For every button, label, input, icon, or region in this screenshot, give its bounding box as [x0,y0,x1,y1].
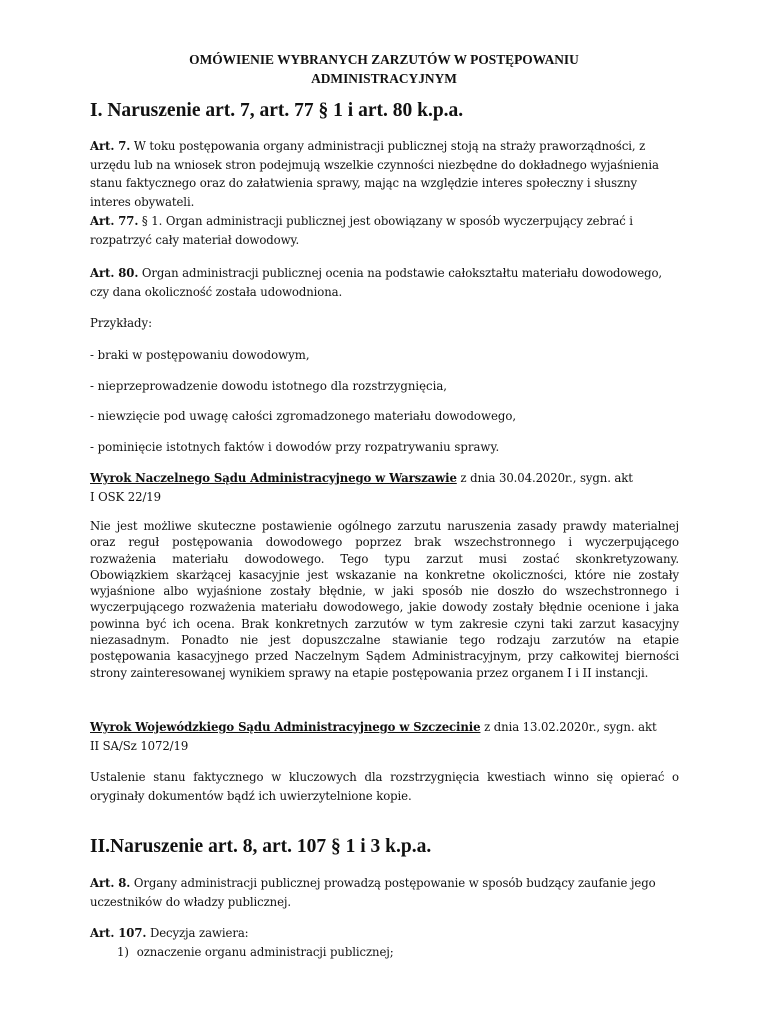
ruling-2-citation [90,718,680,755]
ruling-1-line: oraz reguł postępowania dowodowego poprzez brak wszechstronnego i wyczerpującego [90,535,679,550]
art-80-paragraph [90,264,680,301]
art-107-label: Art. 107. [90,926,147,940]
art-7-line: stanu faktycznego oraz do załatwienia sprawy, mając na względzie interes społeczny i słuszny [90,176,638,191]
art-7-line: urzędu lub na wniosek stron podejmują wszelkie czynności niezbędne do dokładnego wyjaśnienia [90,157,659,172]
art-7-paragraph [90,137,680,211]
ruling-2-line: oryginały dokumentów bądź ich uwierzytelnione kopie. [90,788,412,803]
art-8-label: Art. 8. [90,876,131,890]
art-80-line: czy dana okoliczność została udowodniona. [90,284,343,299]
ruling-1-line: Obowiązkiem skarżącej kasacyjnie jest wskazanie na konkretne okoliczności, które nie zostały [90,567,679,582]
document-title [80,50,688,88]
ruling-1-line: wyjaśnione albo wyjaśnione zostały błędnie, w jaki sposób nie doszło do wszechstronnego i [90,584,679,599]
ruling-1-line: strony zainteresowanej wynikiem sprawy na etapie postępowania przez organem I i II instancji. [90,665,649,680]
art-107-intro: Decyzja zawiera: [146,926,249,940]
art-8-line: Organy administracji publicznej prowadzą postępowanie w sposób budzący zaufanie jego [130,876,656,890]
example-item: - braki w postępowaniu dowodowym, [90,348,310,362]
art-107-item-number: 1) [117,944,129,959]
art-77-paragraph [90,212,680,249]
art-8-line: uczestników do władzy publicznej. [90,894,292,909]
title-line-1: OMÓWIENIE WYBRANYCH ZARZUTÓW W POSTĘPOWANIU [189,52,579,67]
ruling-1-text [90,518,679,681]
ruling-2-text [90,768,679,805]
section-1-heading: I. Naruszenie art. 7, art. 77 § 1 i art. 80 k.p.a. [90,100,464,121]
art-8-paragraph [90,874,680,911]
example-item: - pominięcie istotnych faktów i dowodów przy rozpatrywaniu sprawy. [90,440,500,454]
art-7-line: W toku postępowania organy administracji publicznej stoją na straży praworządności, z [130,139,646,153]
ruling-1-citation [90,469,680,506]
ruling-1-signature: I OSK 22/19 [90,489,161,504]
ruling-1-line: niezasadnym. Ponadto nie jest dopuszczalne stawianie tego rodzaju zarzutów na etapie [90,633,679,648]
art-77-label: Art. 77. [90,214,139,228]
art-7-label: Art. 7. [90,139,131,153]
art-107-item-text: oznaczenie organu administracji publicznej; [136,944,394,959]
ruling-2-date: z dnia 13.02.2020r., sygn. akt [480,720,657,734]
example-item: - niewzięcie pod uwagę całości zgromadzonego materiału dowodowego, [90,409,517,423]
ruling-1-date: z dnia 30.04.2020r., sygn. akt [456,471,633,485]
ruling-2-court: Wyrok Wojewódzkiego Sądu Administracyjnego w Szczecinie [90,720,481,734]
ruling-1-line: Nie jest możliwe skuteczne postawienie ogólnego zarzutu naruszenia zasady prawdy materialnej [90,519,679,533]
art-107-item [90,943,680,962]
ruling-1-court: Wyrok Naczelnego Sądu Administracyjnego w Warszawie [90,471,457,485]
ruling-1-line: powinna być ich ocena. Brak konkretnych zarzutów w tym zakresie czyni taki zarzut kasacyjny [90,616,679,631]
title-line-2: ADMINISTRACYJNYM [311,71,457,86]
ruling-2-line: Ustalenie stanu faktycznego w kluczowych dla rozstrzygnięcia kwestiach winno się opierać o [90,770,679,784]
ruling-1-line: postępowania kasacyjnego przed Naczelnym Sądem Administracyjnym, przy całkowitej bierności [90,649,679,664]
example-item: - nieprzeprowadzenie dowodu istotnego dla rozstrzygnięcia, [90,379,447,393]
art-77-line: § 1. Organ administracji publicznej jest obowiązany w sposób wyczerpujący zebrać i [138,214,633,228]
art-80-label: Art. 80. [90,266,139,280]
art-80-line: Organ administracji publicznej ocenia na podstawie całokształtu materiału dowodowego, [138,266,663,280]
section-2-heading: II.Naruszenie art. 8, art. 107 § 1 i 3 k.p.a. [90,836,432,857]
ruling-2-signature: II SA/Sz 1072/19 [90,738,189,753]
art-107-paragraph [90,924,680,961]
examples-label: Przykłady: [90,316,153,330]
ruling-1-line: wyczerpującego rozważenia materiału dowodowego, jakie dowody zostały błędnie ocenione i jaka [90,600,679,615]
ruling-1-line: rozważenia materiału dowodowego. Tego typu zarzut musi zostać skonkretyzowany. [90,551,679,566]
art-7-line: interes obywateli. [90,194,195,209]
art-77-line: rozpatrzyć cały materiał dowodowy. [90,232,300,247]
